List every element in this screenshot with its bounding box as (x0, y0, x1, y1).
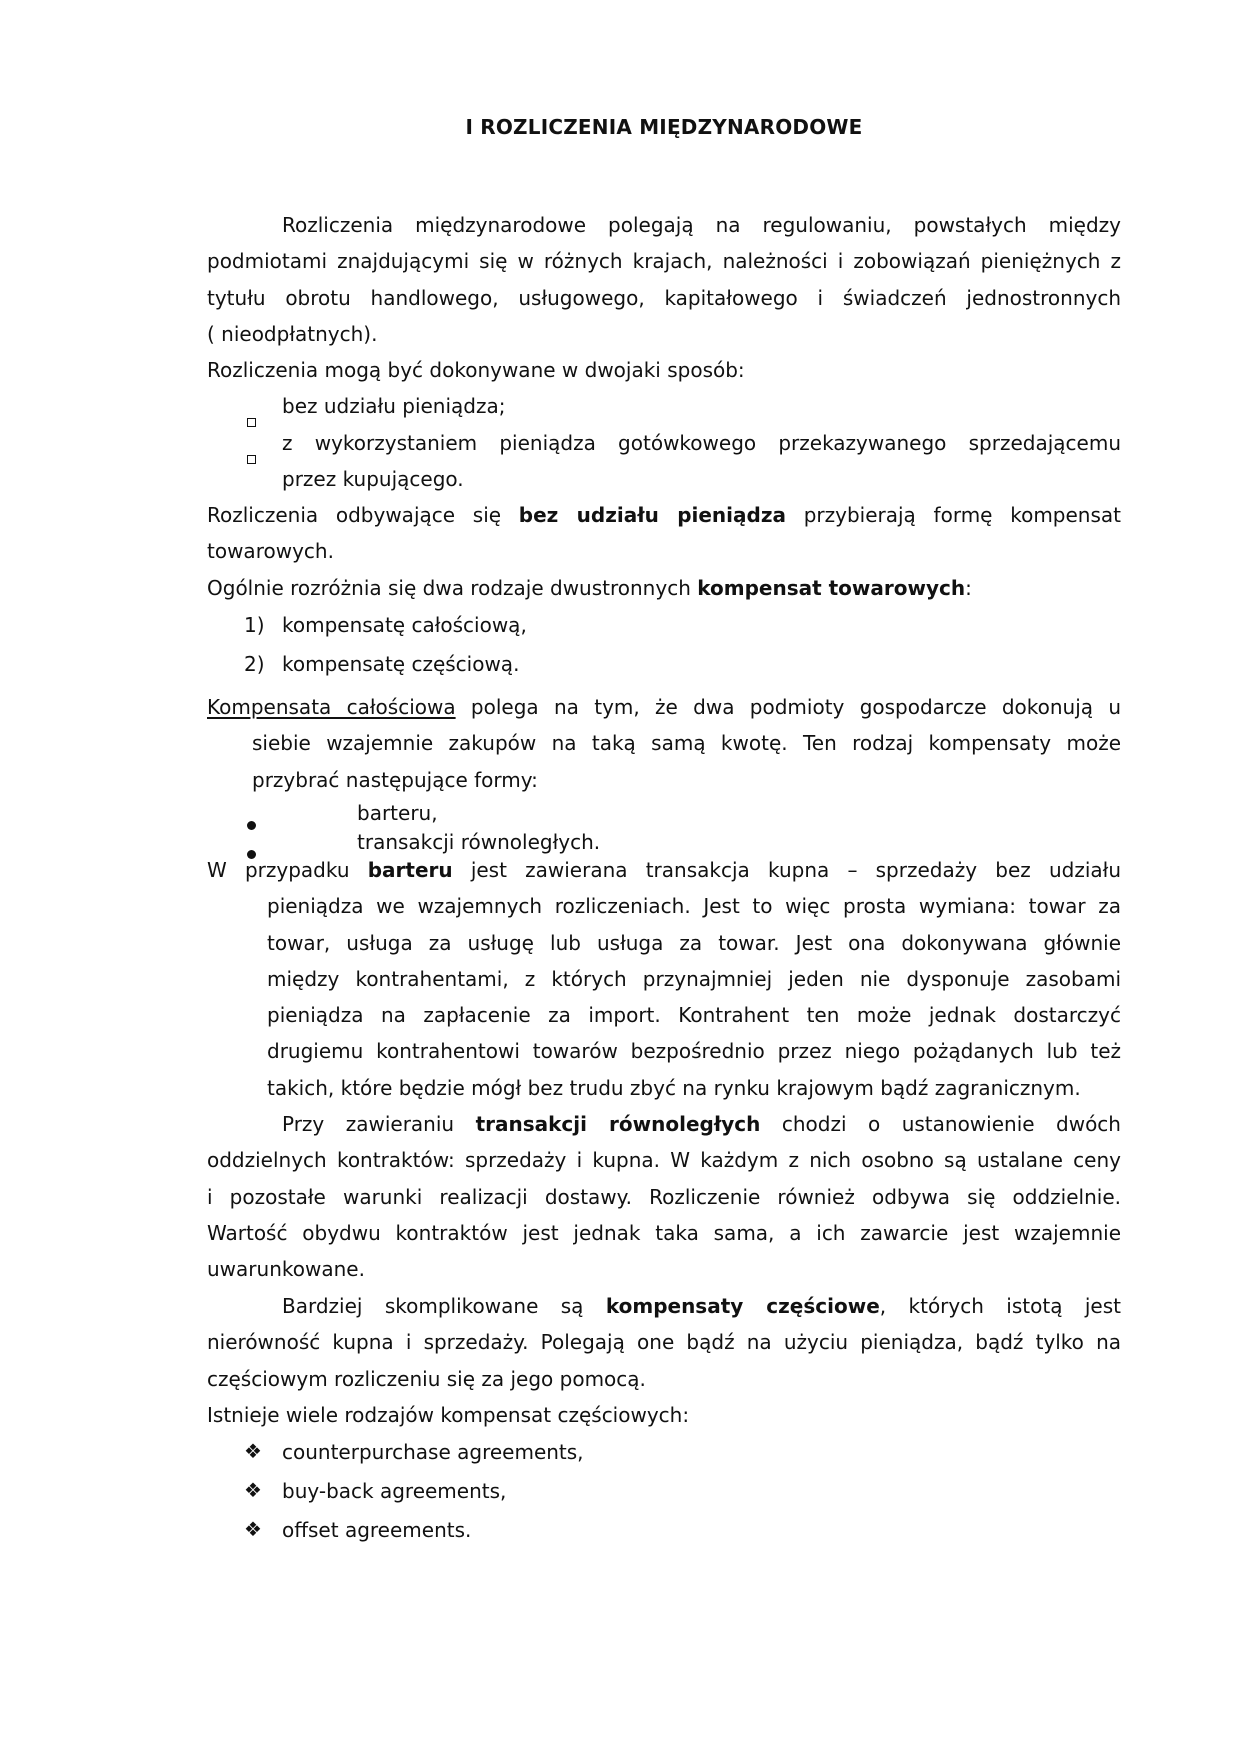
text-line: Bardziej skomplikowane są kompensaty częściowe, których istotą jest (282, 1294, 1121, 1318)
text-line: z wykorzystaniem pieniądza gotówkowego przekazywanego sprzedającemu (282, 431, 1121, 455)
paragraph-types-intro: Ogólnie rozróżnia się dwa rodzaje dwustronnych kompensat towarowych: (207, 576, 972, 600)
diamond-bullet-icon: ❖ (244, 1478, 262, 1502)
text-line: tytułu obrotu handlowego, usługowego, kapitałowego i świadczeń jednostronnych (207, 285, 1121, 310)
text-line: Kompensata całościowa polega na tym, że dwa podmioty gospodarcze dokonują u (207, 695, 1122, 719)
list-item: ❖ buy-back agreements, (244, 1478, 507, 1503)
text-line: pieniądza we wzajemnych rozliczeniach. Jest to więc prosta wymiana: towar za (267, 894, 1121, 919)
list-item (207, 425, 1121, 498)
text-line: częściowym rozliczeniu się za jego pomocą. (207, 1366, 646, 1391)
text-line: pieniądza na zapłacenie za import. Kontrahent ten może jednak dostarczyć (267, 1003, 1121, 1028)
text-line: ( nieodpłatnych). (207, 321, 378, 346)
text-line: Wartość obydwu kontraktów jest jednak taka sama, a ich zawarcie jest wzajemnie (207, 1220, 1121, 1245)
paragraph-agreements-intro: Istnieje wiele rodzajów kompensat częściowych: (207, 1403, 690, 1427)
text-line: Przy zawieraniu transakcji równoległych chodzi o ustanowienie dwóch (282, 1112, 1121, 1136)
paragraph-ways-intro: Rozliczenia mogą być dokonywane w dwojaki sposób: (207, 358, 745, 382)
text-line: drugiemu kontrahentowi towarów bezpośrednio przez niego pożądanych lub też (267, 1039, 1121, 1064)
paragraph-no-money (207, 497, 1121, 570)
text-line: towar, usługa za usługę lub usługa za towar. Jest ona dokonywana głównie (267, 930, 1121, 955)
diamond-bullet-icon: ❖ (244, 1439, 262, 1463)
text-line: takich, które będzie mógł bez trudu zbyć na rynku krajowym bądź zagranicznym. (267, 1075, 1081, 1100)
paragraph-parallel-transactions (207, 1106, 1121, 1287)
text-line: W przypadku barteru jest zawierana transakcja kupna – sprzedaży bez udziału (207, 858, 1121, 882)
list-number: 1) (244, 613, 265, 637)
list-item: ❖ counterpurchase agreements, (244, 1439, 584, 1464)
list-item: ❖ offset agreements. (244, 1517, 472, 1542)
diamond-bullet-icon: ❖ (244, 1517, 262, 1541)
text-line: Rozliczenia odbywające się bez udziału pieniądza przybierają formę kompensat (207, 503, 1121, 527)
list-item: 2) kompensatę częściową. (207, 646, 1121, 682)
text-line: przybrać następujące formy: (252, 767, 538, 792)
page-title: I ROZLICZENIA MIĘDZYNARODOWE (465, 115, 863, 139)
paragraph-barter (207, 852, 1121, 1106)
text-line: siebie wzajemnie zakupów na taką samą kwotę. Ten rodzaj kompensaty może (252, 731, 1121, 756)
list-item: transakcji równoległych. (207, 827, 1121, 857)
list-number: 2) (244, 652, 265, 676)
text-line: i pozostałe warunki realizacji dostawy. Rozliczenie również odbywa się oddzielnie. (207, 1184, 1121, 1209)
text-line: towarowych. (207, 539, 334, 564)
text-line: oddzielnych kontraktów: sprzedaży i kupna. W każdym z nich osobno są ustalane ceny (207, 1148, 1121, 1173)
text-line: nierówność kupna i sprzedaży. Polegają one bądź na użyciu pieniądza, bądź tylko na (207, 1330, 1121, 1355)
text-line: przez kupującego. (282, 467, 464, 492)
text-line: między kontrahentami, z których przynajmniej jeden nie dysponuje zasobami (267, 966, 1121, 991)
square-bullet-icon (247, 439, 256, 475)
text-line: podmiotami znajdującymi się w różnych krajach, należności i zobowiązań pieniężnych z (207, 249, 1121, 274)
text-line: uwarunkowane. (207, 1257, 365, 1282)
paragraph-full-compensation (207, 689, 1121, 798)
text-line: Rozliczenia międzynarodowe polegają na regulowaniu, powstałych między (282, 213, 1121, 237)
list-item: 1) kompensatę całościową, (207, 607, 1121, 643)
paragraph-intro (207, 207, 1121, 352)
list-item: barteru, (207, 798, 1121, 828)
list-item: bez udziału pieniądza; (207, 388, 1121, 424)
paragraph-partial-compensation (207, 1288, 1121, 1397)
